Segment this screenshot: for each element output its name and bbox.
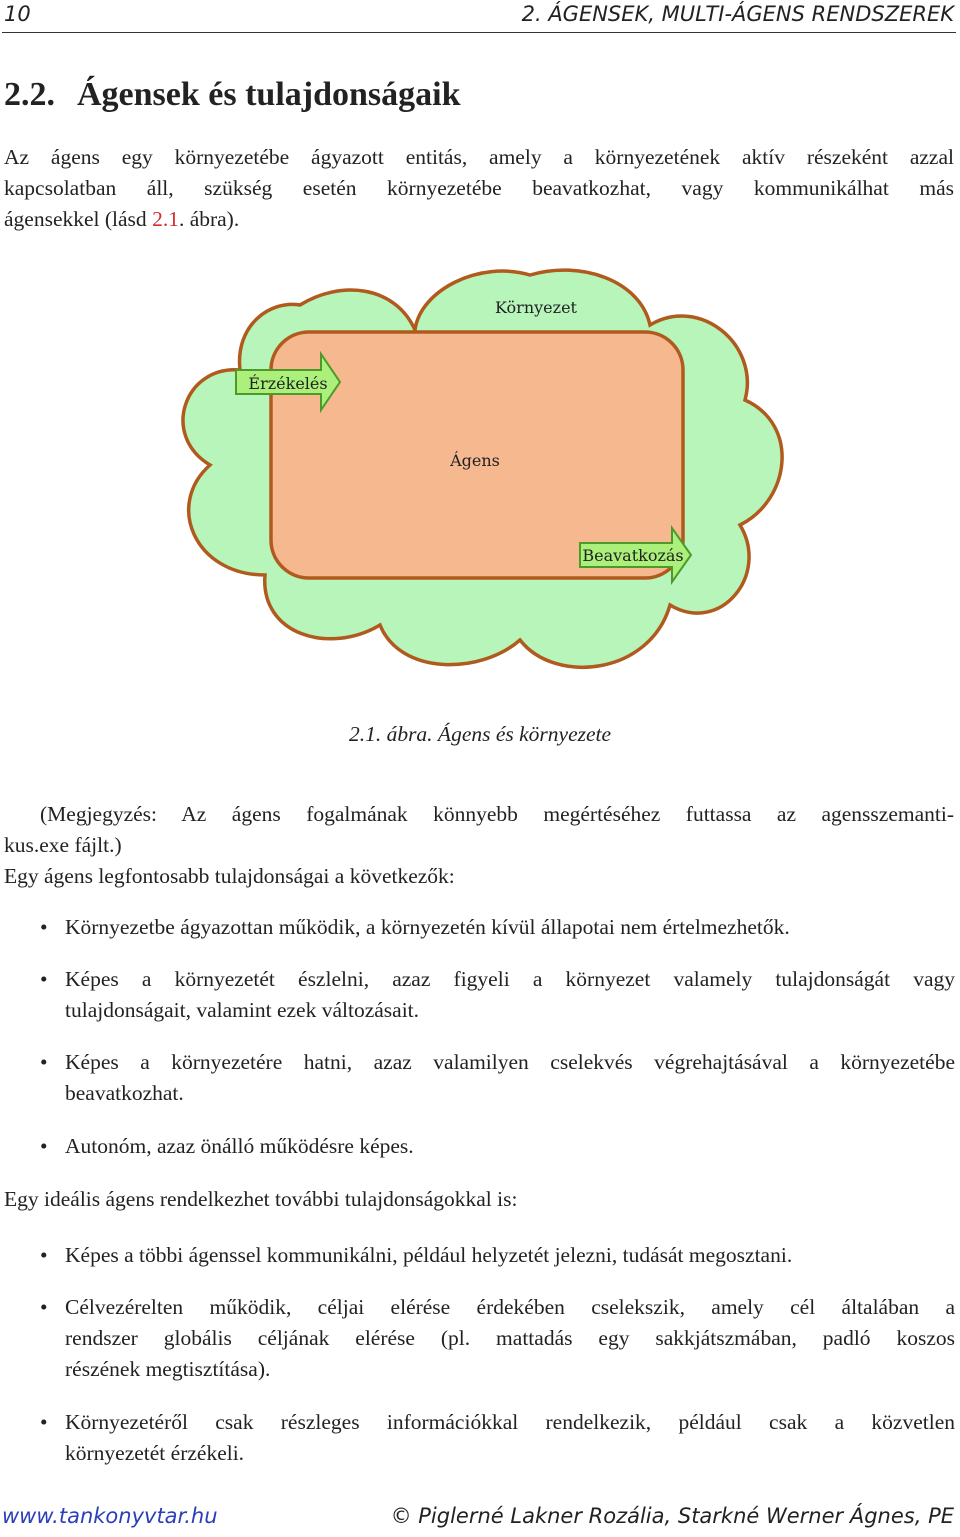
section-number: 2.2. — [4, 76, 55, 113]
acting-label: Beavatkozás — [582, 546, 684, 565]
figure-caption: 2.1. ábra. Ágens és környezete — [348, 722, 612, 746]
note-paragraph — [4, 799, 954, 861]
section-heading — [4, 76, 461, 114]
note-line-1: (Megjegyzés: Az ágens fogalmának könnyebb megértéséhez futtassa az agensszemanti- — [40, 802, 954, 826]
bullet-icon: • — [40, 1243, 48, 1267]
sensing-label: Érzékelés — [248, 374, 328, 393]
note-line-2: kus.exe fájlt.) — [4, 833, 122, 857]
chapter-title: 2. ÁGENSEK, MULTI-ÁGENS RENDSZEREK — [521, 2, 954, 26]
intro-line-2: kapcsolatban áll, szükség esetén környezetébe beavatkozhat, vagy kommunikálhat más — [4, 176, 954, 200]
properties-intro: Egy ágens legfontosabb tulajdonságai a következők: — [4, 864, 455, 888]
section-title: Ágensek és tulajdonságaik — [77, 76, 461, 113]
bullet-icon: • — [40, 1410, 48, 1434]
bullet-icon: • — [40, 1295, 48, 1319]
bullet-icon: • — [40, 915, 48, 939]
copyright-notice: © Piglerné Lakner Rozália, Starkné Werner Ágnes, PE — [390, 1504, 954, 1528]
page-number: 10 — [4, 2, 31, 26]
figure-reference-link[interactable]: 2.1 — [152, 207, 179, 231]
agent-label: Ágens — [450, 451, 500, 470]
bullet-icon: • — [40, 1134, 48, 1158]
agent-environment-figure — [0, 255, 960, 695]
intro-line-3: ágensekkel (lásd 2.1. ábra). — [4, 207, 240, 231]
bullet-icon: • — [40, 967, 48, 991]
website-link[interactable]: www.tankonyvtar.hu — [2, 1504, 218, 1528]
header-divider — [2, 32, 956, 33]
intro-paragraph — [4, 142, 954, 235]
bullet-icon: • — [40, 1050, 48, 1074]
environment-label: Környezet — [495, 298, 577, 317]
ideal-properties-intro: Egy ideális ágens rendelkezhet további tulajdonságokkal is: — [4, 1187, 518, 1211]
intro-line-1: Az ágens egy környezetébe ágyazott entitás, amely a környezetének aktív részeként azzal — [4, 145, 954, 169]
